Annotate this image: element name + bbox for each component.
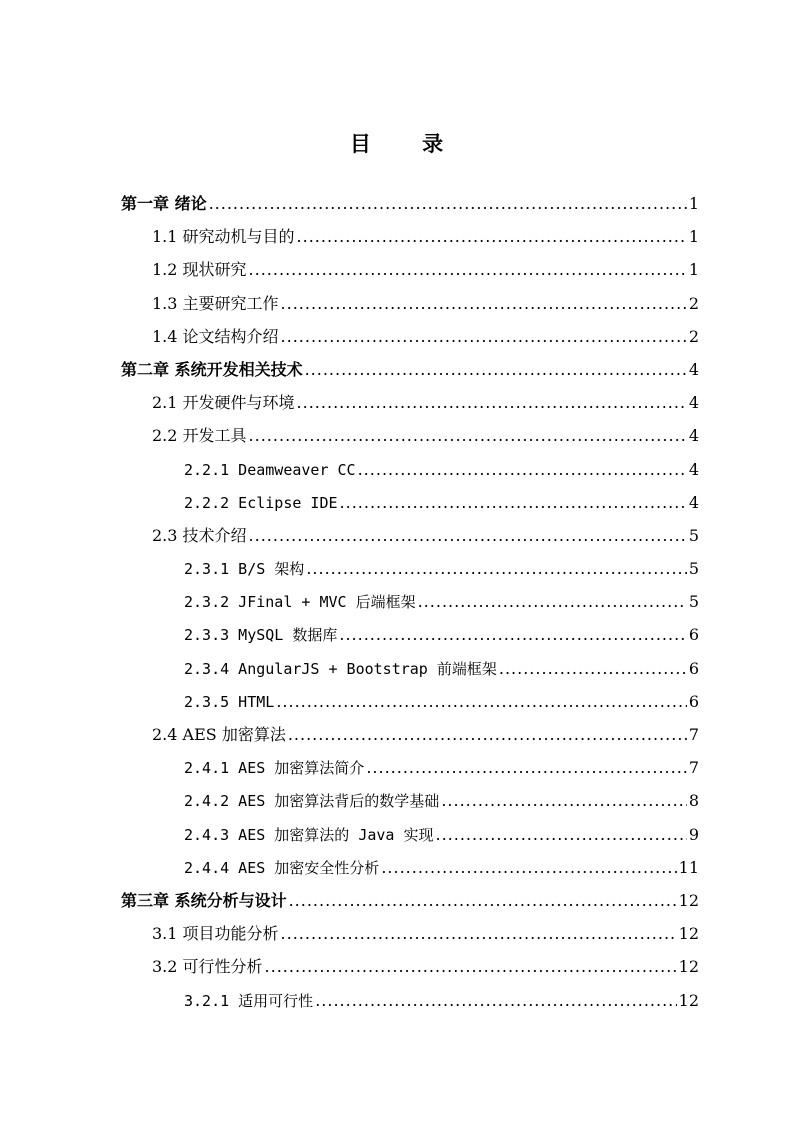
dot-leader xyxy=(249,253,687,286)
toc-entry-page-number: 5 xyxy=(688,559,699,579)
dot-leader xyxy=(499,652,687,685)
toc-entry-label: 2.2.1 Deamweaver CC xyxy=(184,460,356,479)
toc-entry-label: 2.3.4 AngularJS + Bootstrap 前端框架 xyxy=(184,659,497,678)
dot-leader xyxy=(249,519,687,552)
toc-entry-label: 第二章 系统开发相关技术 xyxy=(121,359,303,379)
toc-entry-page-number: 12 xyxy=(678,924,699,944)
toc-entry-level-2[interactable] xyxy=(121,950,699,983)
dot-leader xyxy=(249,419,687,452)
toc-entry-page-number: 2 xyxy=(688,326,699,346)
toc-entry-level-3[interactable] xyxy=(121,751,699,784)
dot-leader xyxy=(288,718,687,751)
dot-leader xyxy=(209,187,687,220)
toc-entry-label: 2.3.1 B/S 架构 xyxy=(184,560,305,579)
dot-leader xyxy=(289,884,677,917)
dot-leader xyxy=(436,818,687,851)
toc-entry-label: 1.3 主要研究工作 xyxy=(152,293,279,313)
dot-leader xyxy=(340,486,687,519)
toc-entry-page-number: 1 xyxy=(688,227,699,247)
toc-entry-level-3[interactable] xyxy=(121,618,699,651)
toc-entry-level-3[interactable] xyxy=(121,585,699,618)
toc-entry-page-number: 12 xyxy=(678,957,699,977)
toc-entry-page-number: 12 xyxy=(678,890,699,910)
toc-entry-level-2[interactable] xyxy=(121,519,699,552)
toc-entry-page-number: 5 xyxy=(688,525,699,545)
toc-entry-level-1[interactable] xyxy=(121,353,699,386)
toc-entry-page-number: 4 xyxy=(688,426,699,446)
page-title: 目 录 xyxy=(349,131,466,156)
dot-leader xyxy=(381,851,676,884)
toc-entry-label: 2.4.4 AES 加密安全性分析 xyxy=(184,858,380,877)
toc-entry-level-2[interactable] xyxy=(121,320,699,353)
toc-entry-label: 第一章 绪论 xyxy=(121,194,207,213)
toc-entry-page-number: 4 xyxy=(688,359,699,379)
toc-entry-label: 2.3 技术介绍 xyxy=(152,525,247,545)
dot-leader xyxy=(281,287,687,320)
dot-leader xyxy=(315,984,676,1017)
toc-entry-level-2[interactable] xyxy=(121,253,699,286)
toc-entry-label: 1.2 现状研究 xyxy=(152,260,247,280)
toc-entry-level-3[interactable] xyxy=(121,652,699,685)
dot-leader xyxy=(297,386,687,419)
toc-entry-label: 2.4.2 AES 加密算法背后的数学基础 xyxy=(184,792,440,811)
toc-entry-page-number: 4 xyxy=(688,393,699,413)
toc-entry-level-2[interactable] xyxy=(121,386,699,419)
dot-leader xyxy=(305,353,687,386)
toc-entry-page-number: 4 xyxy=(688,459,699,479)
toc-entry-page-number: 1 xyxy=(688,194,699,213)
toc-entry-page-number: 5 xyxy=(688,592,699,612)
toc-entry-label: 2.3.3 MySQL 数据库 xyxy=(184,626,338,645)
dot-leader xyxy=(366,751,687,784)
toc-entry-level-2[interactable] xyxy=(121,917,699,950)
toc-entry-label: 第三章 系统分析与设计 xyxy=(121,890,287,910)
toc-entry-level-2[interactable] xyxy=(121,220,699,253)
toc-entry-label: 2.4.3 AES 加密算法的 Java 实现 xyxy=(184,825,434,844)
toc-entry-page-number: 2 xyxy=(688,293,699,313)
toc-entry-page-number: 9 xyxy=(688,824,699,844)
toc-entry-label: 2.2 开发工具 xyxy=(152,426,247,446)
toc-entry-level-3[interactable] xyxy=(121,685,699,718)
toc-entry-level-2[interactable] xyxy=(121,419,699,452)
toc-entry-level-3[interactable] xyxy=(121,486,699,519)
toc-entry-level-3[interactable] xyxy=(121,851,699,884)
toc-entry-level-3[interactable] xyxy=(121,784,699,817)
dot-leader xyxy=(265,950,677,983)
toc-entry-label: 2.4 AES 加密算法 xyxy=(152,725,286,744)
toc-entry-page-number: 1 xyxy=(688,260,699,280)
dot-leader xyxy=(339,618,686,651)
toc-entry-label: 2.2.2 Eclipse IDE xyxy=(184,493,338,512)
toc-entry-label: 2.1 开发硬件与环境 xyxy=(152,393,295,413)
toc-entry-label: 3.2 可行性分析 xyxy=(152,957,263,977)
toc-entry-level-2[interactable] xyxy=(121,718,699,751)
toc-entry-level-3[interactable] xyxy=(121,552,699,585)
toc-entry-label: 2.3.2 JFinal + MVC 后端框架 xyxy=(184,593,416,612)
dot-leader xyxy=(418,585,687,618)
toc-entry-page-number: 4 xyxy=(688,492,699,512)
dot-leader xyxy=(297,220,687,253)
toc-entry-level-3[interactable] xyxy=(121,453,699,486)
toc-entry-level-3[interactable] xyxy=(121,818,699,851)
dot-leader xyxy=(281,917,677,950)
dot-leader xyxy=(306,552,687,585)
toc-entry-level-1[interactable] xyxy=(121,884,699,917)
dot-leader xyxy=(276,685,687,718)
toc-entry-label: 2.4.1 AES 加密算法简介 xyxy=(184,759,365,778)
toc-entry-label: 3.2.1 适用可行性 xyxy=(184,991,314,1010)
dot-leader xyxy=(281,320,687,353)
toc-entry-page-number: 6 xyxy=(688,625,699,645)
toc-entry-level-2[interactable] xyxy=(121,287,699,320)
toc-entry-page-number: 6 xyxy=(688,691,699,711)
toc-entry-page-number: 6 xyxy=(688,658,699,678)
toc-entry-page-number: 11 xyxy=(678,857,699,877)
toc-entry-page-number: 8 xyxy=(688,791,699,811)
toc-entry-label: 3.1 项目功能分析 xyxy=(152,924,279,944)
toc-entry-label: 1.4 论文结构介绍 xyxy=(152,326,279,346)
toc-entry-level-3[interactable] xyxy=(121,984,699,1017)
dot-leader xyxy=(358,453,687,486)
table-of-contents xyxy=(121,187,699,1017)
toc-entry-page-number: 7 xyxy=(688,725,699,744)
toc-entry-label: 2.3.5 HTML xyxy=(184,692,275,711)
dot-leader xyxy=(441,784,687,817)
toc-entry-page-number: 7 xyxy=(688,758,699,778)
toc-entry-level-1[interactable] xyxy=(121,187,699,220)
toc-entry-page-number: 12 xyxy=(678,990,699,1010)
toc-entry-label: 1.1 研究动机与目的 xyxy=(152,227,295,247)
